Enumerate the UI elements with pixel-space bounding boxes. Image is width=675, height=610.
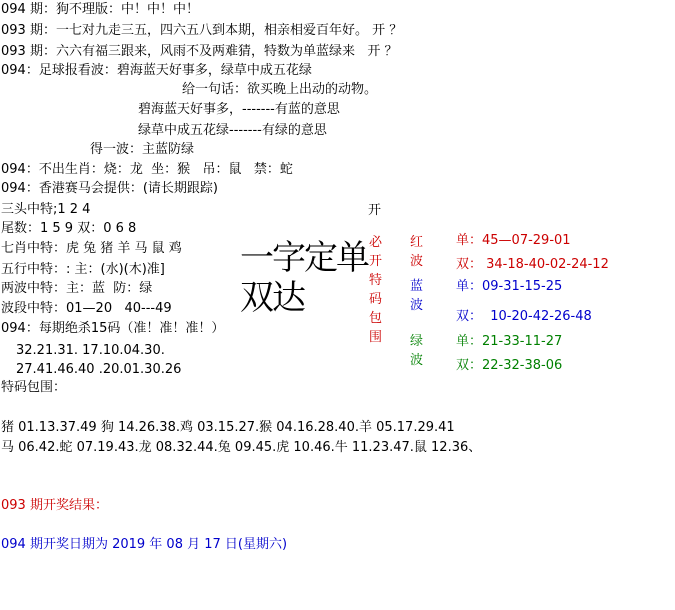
- five-elements-line: 五行中特：: 主：(水)(木)准]: [1, 262, 165, 277]
- zodiac-numbers-row-1: 猪 01.13.37.49 狗 14.26.38.鸡 03.15.27.猴 04.16.28.40.羊 05.17.29.41: [1, 420, 455, 435]
- blue-double: 双： 10-20-42-26-48: [456, 309, 592, 324]
- special-number-label: 特码包围：: [1, 380, 67, 395]
- kill-numbers-row-2: 27.41.46.40 .20.01.30.26: [16, 362, 182, 377]
- kill-numbers-row-1: 32.21.31. 17.10.04.30.: [16, 343, 165, 358]
- handwritten-title: 一字定单双达: [240, 238, 368, 318]
- red-wave-label: 红波: [410, 235, 424, 269]
- red-double: 双： 34-18-40-02-24-12: [456, 257, 609, 272]
- riddle-line-1: 093 期：一七对九走三五，四六五八到本期，相亲相爱百年好。 开 ？: [1, 23, 403, 38]
- head-number-line: 三头中特;1 2 4: [1, 202, 91, 217]
- draw-date-line: 094 期开奖日期为 2019 年 08 月 17 日(星期六): [1, 537, 288, 552]
- header-line: 094 期：狗不理版：中！中！中！: [1, 2, 199, 17]
- blue-meaning-line: 碧海蓝天好事多，-------有蓝的意思: [138, 102, 340, 117]
- tail-number-line: 尾数：1 5 9 双：0 6 8: [1, 221, 137, 236]
- green-double: 双：22-32-38-06: [456, 358, 563, 373]
- seven-zodiac-line: 七肖中特：虎 兔 猪 羊 马 鼠 鸡: [1, 241, 182, 256]
- result-line: 093 期开奖结果：: [1, 498, 108, 513]
- red-single: 单：45—07-29-01: [456, 233, 571, 248]
- green-single: 单：21-33-11-27: [456, 334, 563, 349]
- zodiac-numbers-row-2: 马 06.42.蛇 07.19.43.龙 08.32.44.兔 09.45.虎 10.46.牛 11.23.47.鼠 12.36、: [1, 440, 482, 455]
- blue-single: 单：09-31-15-25: [456, 279, 563, 294]
- green-wave-label: 绿波: [410, 334, 424, 368]
- kill-numbers-line: 094：每期绝杀15码（准！准！准！）: [1, 321, 225, 336]
- green-meaning-line: 绿草中成五花绿-------有绿的意思: [138, 123, 327, 138]
- must-open-vertical: 必开特码包围: [369, 235, 383, 345]
- wave-line: 得一波：主蓝防绿: [90, 142, 195, 157]
- jockey-club-line: 094：香港赛马会提供：(请长期跟踪): [1, 181, 218, 196]
- riddle-line-2: 093 期：六六有福三跟来，风雨不及两难猜，特数为单蓝绿来 开 ？: [1, 44, 398, 59]
- two-wave-line: 两波中特：主：蓝 防：绿: [1, 281, 153, 296]
- open-mark: 开: [368, 203, 382, 218]
- football-line: 094：足球报看波：碧海蓝天好事多，绿草中成五花绿: [1, 63, 312, 78]
- hint-line: 给一句话：欲买晚上出动的动物。: [182, 82, 378, 97]
- blue-wave-label: 蓝波: [410, 279, 424, 313]
- wave-segment-line: 波段中特：01—20 40---49: [1, 301, 172, 316]
- zodiac-exclude-line: 094：不出生肖：烧：龙 坐：猴 吊：鼠 禁：蛇: [1, 162, 293, 177]
